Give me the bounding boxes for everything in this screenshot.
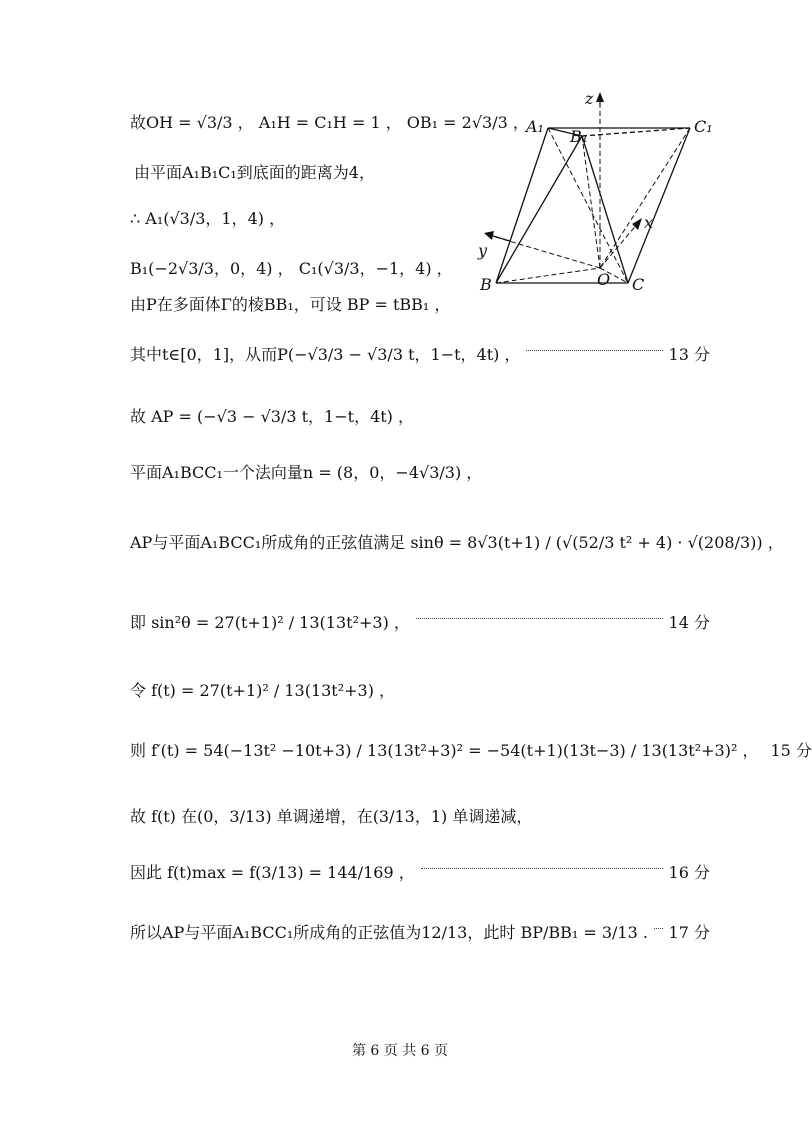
label-B1: B₁ [570,127,589,146]
line-7: 故 AP = (−√3 − √3/3 t，1−t，4t) ， [130,407,415,426]
line-6-text: 其中t∈[0，1]，从而P(−√3/3 − √3/3 t，1−t，4t) ， [130,345,521,364]
line-2: 由平面A₁B₁C₁到底面的距离为4， [134,163,375,182]
line-4: B₁(−2√3/3，0，4) ， C₁(√3/3，−1，4) ， [130,259,453,278]
label-y: y [478,241,488,260]
label-x: x [644,213,654,232]
score-14: 14 分 [668,613,710,632]
line-13: 故 f(t) 在(0，3/13) 单调递增，在(3/13，1) 单调递减， [130,807,533,826]
line-5: 由P在多面体Γ的棱BB₁，可设 BP = tBB₁ ， [130,295,451,314]
line-15-text: 所以AP与平面A₁BCC₁所成角的正弦值为12/13，此时 BP/BB₁ = 3/13 . [130,923,648,942]
dot-leader [526,350,662,351]
line-3: ∴ A₁(√3/3，1，4) ， [130,209,286,228]
label-C: C [632,275,645,294]
line-14-text: 因此 f(t)max = f(3/13) = 144/169 ， [130,863,415,882]
label-O: O [597,270,611,289]
score-15: 15 分 [770,741,812,760]
line-9: AP与平面A₁BCC₁所成角的正弦值满足 sinθ = 8√3(t+1) / (√(52/3 t² + 4) · √(208/3)) ， [130,533,784,552]
label-C1: C₁ [694,117,713,136]
line-6 [130,344,710,366]
dot-leader [654,928,663,929]
line-1: 故OH = √3/3 ， A₁H = C₁H = 1 ， OB₁ = 2√3/3 ， [130,113,529,132]
line-12 [130,740,812,762]
label-A1: A₁ [526,117,544,136]
line-14 [130,862,710,884]
dot-leader [421,868,663,869]
line-10-text: 即 sin²θ = 27(t+1)² / 13(13t²+3) ， [130,613,410,632]
line-10 [130,612,710,634]
line-15 [130,922,710,944]
line-11: 令 f(t) = 27(t+1)² / 13(13t²+3) ， [130,681,396,700]
label-z: z [585,89,594,108]
score-16: 16 分 [668,863,710,882]
dot-leader [416,618,663,619]
line-8: 平面A₁BCC₁一个法向量n = (8，0，−4√3/3) ， [130,463,483,482]
page-footer: 第 6 页 共 6 页 [351,1043,449,1059]
score-13: 13 分 [668,345,710,364]
score-17: 17 分 [668,923,710,942]
line-12-text: 则 f′(t) = 54(−13t² −10t+3) / 13(13t²+3)² = −54(t+1)(13t−3) / 13(13t²+3)² ， [130,741,759,760]
label-B: B [480,275,492,294]
